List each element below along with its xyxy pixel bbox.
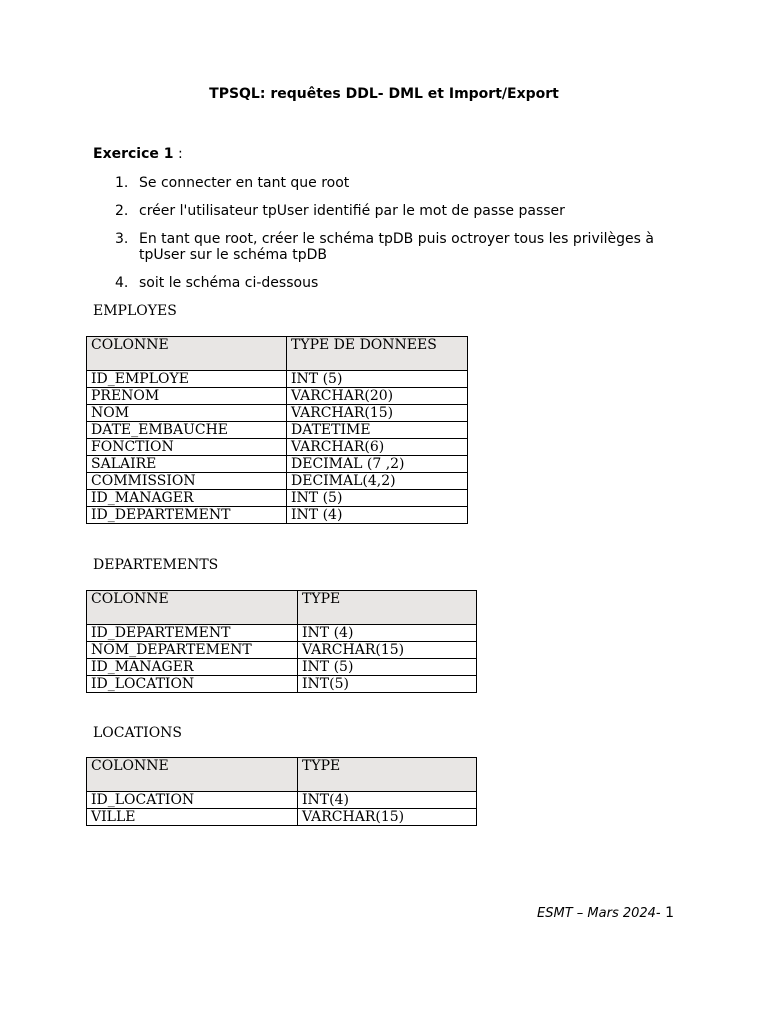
task-text: soit le schéma ci-dessous (139, 275, 319, 291)
column-name: ID_MANAGER (87, 490, 287, 507)
column-header: COLONNE (87, 591, 298, 625)
table-row (87, 659, 477, 676)
task-number: 2. (115, 203, 129, 219)
column-header: TYPE (298, 758, 477, 792)
column-name: ID_DEPARTEMENT (87, 507, 287, 524)
task-list (93, 175, 683, 303)
column-type: INT (4) (287, 507, 468, 524)
column-type: INT (5) (287, 371, 468, 388)
departements-label: DEPARTEMENTS (93, 557, 219, 573)
column-name: FONCTION (87, 439, 287, 456)
table-row (87, 490, 468, 507)
exercise-heading (93, 146, 183, 162)
column-type: VARCHAR(6) (287, 439, 468, 456)
exercise-label: Exercice 1 (93, 146, 174, 162)
table-header-row (87, 337, 468, 371)
task-item (93, 275, 683, 291)
table-row (87, 473, 468, 490)
column-name: ID_LOCATION (87, 676, 298, 693)
task-number: 4. (115, 275, 129, 291)
column-header: TYPE DE DONNEES (287, 337, 468, 371)
task-item (93, 231, 683, 263)
column-name: NOM_DEPARTEMENT (87, 642, 298, 659)
column-type: INT (5) (298, 659, 477, 676)
table-row (87, 388, 468, 405)
page-footer (537, 905, 674, 921)
column-name: ID_DEPARTEMENT (87, 625, 298, 642)
column-type: INT(4) (298, 792, 477, 809)
column-name: VILLE (87, 809, 298, 826)
task-item (93, 175, 683, 191)
document-title: TPSQL: requêtes DDL- DML et Import/Export (209, 86, 559, 102)
table-row (87, 676, 477, 693)
table-row (87, 405, 468, 422)
locations-label: LOCATIONS (93, 725, 183, 741)
task-text: Se connecter en tant que root (139, 175, 350, 191)
footer-note: ESMT – Mars 2024- (537, 906, 661, 921)
table-row (87, 507, 468, 524)
table-row (87, 809, 477, 826)
departements-table (86, 590, 477, 693)
task-text: En tant que root, créer le schéma tpDB puis octroyer tous les privilèges à tpUser sur le schéma tpDB (139, 231, 654, 263)
page-number: 1 (660, 905, 674, 921)
task-number: 3. (115, 231, 129, 247)
column-header: COLONNE (87, 337, 287, 371)
column-header: COLONNE (87, 758, 298, 792)
exercise-suffix: : (173, 146, 183, 162)
table-row (87, 439, 468, 456)
column-name: ID_MANAGER (87, 659, 298, 676)
table-row (87, 422, 468, 439)
column-name: PRENOM (87, 388, 287, 405)
column-type: VARCHAR(15) (298, 809, 477, 826)
table-row (87, 625, 477, 642)
task-item (93, 203, 683, 219)
table-row (87, 371, 468, 388)
column-type: VARCHAR(15) (287, 405, 468, 422)
column-type: DECIMAL (7 ,2) (287, 456, 468, 473)
column-type: VARCHAR(15) (298, 642, 477, 659)
table-header-row (87, 758, 477, 792)
column-name: ID_LOCATION (87, 792, 298, 809)
table-row (87, 642, 477, 659)
column-type: INT (4) (298, 625, 477, 642)
column-type: INT(5) (298, 676, 477, 693)
column-type: DECIMAL(4,2) (287, 473, 468, 490)
column-name: COMMISSION (87, 473, 287, 490)
column-header: TYPE (298, 591, 477, 625)
task-number: 1. (115, 175, 129, 191)
table-row (87, 792, 477, 809)
task-text: créer l'utilisateur tpUser identifié par le mot de passe passer (139, 203, 565, 219)
locations-table (86, 757, 477, 826)
column-type: INT (5) (287, 490, 468, 507)
employes-label: EMPLOYES (93, 303, 177, 319)
column-type: DATETIME (287, 422, 468, 439)
column-type: VARCHAR(20) (287, 388, 468, 405)
column-name: NOM (87, 405, 287, 422)
table-header-row (87, 591, 477, 625)
column-name: ID_EMPLOYE (87, 371, 287, 388)
column-name: DATE_EMBAUCHE (87, 422, 287, 439)
column-name: SALAIRE (87, 456, 287, 473)
employes-table (86, 336, 468, 524)
table-row (87, 456, 468, 473)
